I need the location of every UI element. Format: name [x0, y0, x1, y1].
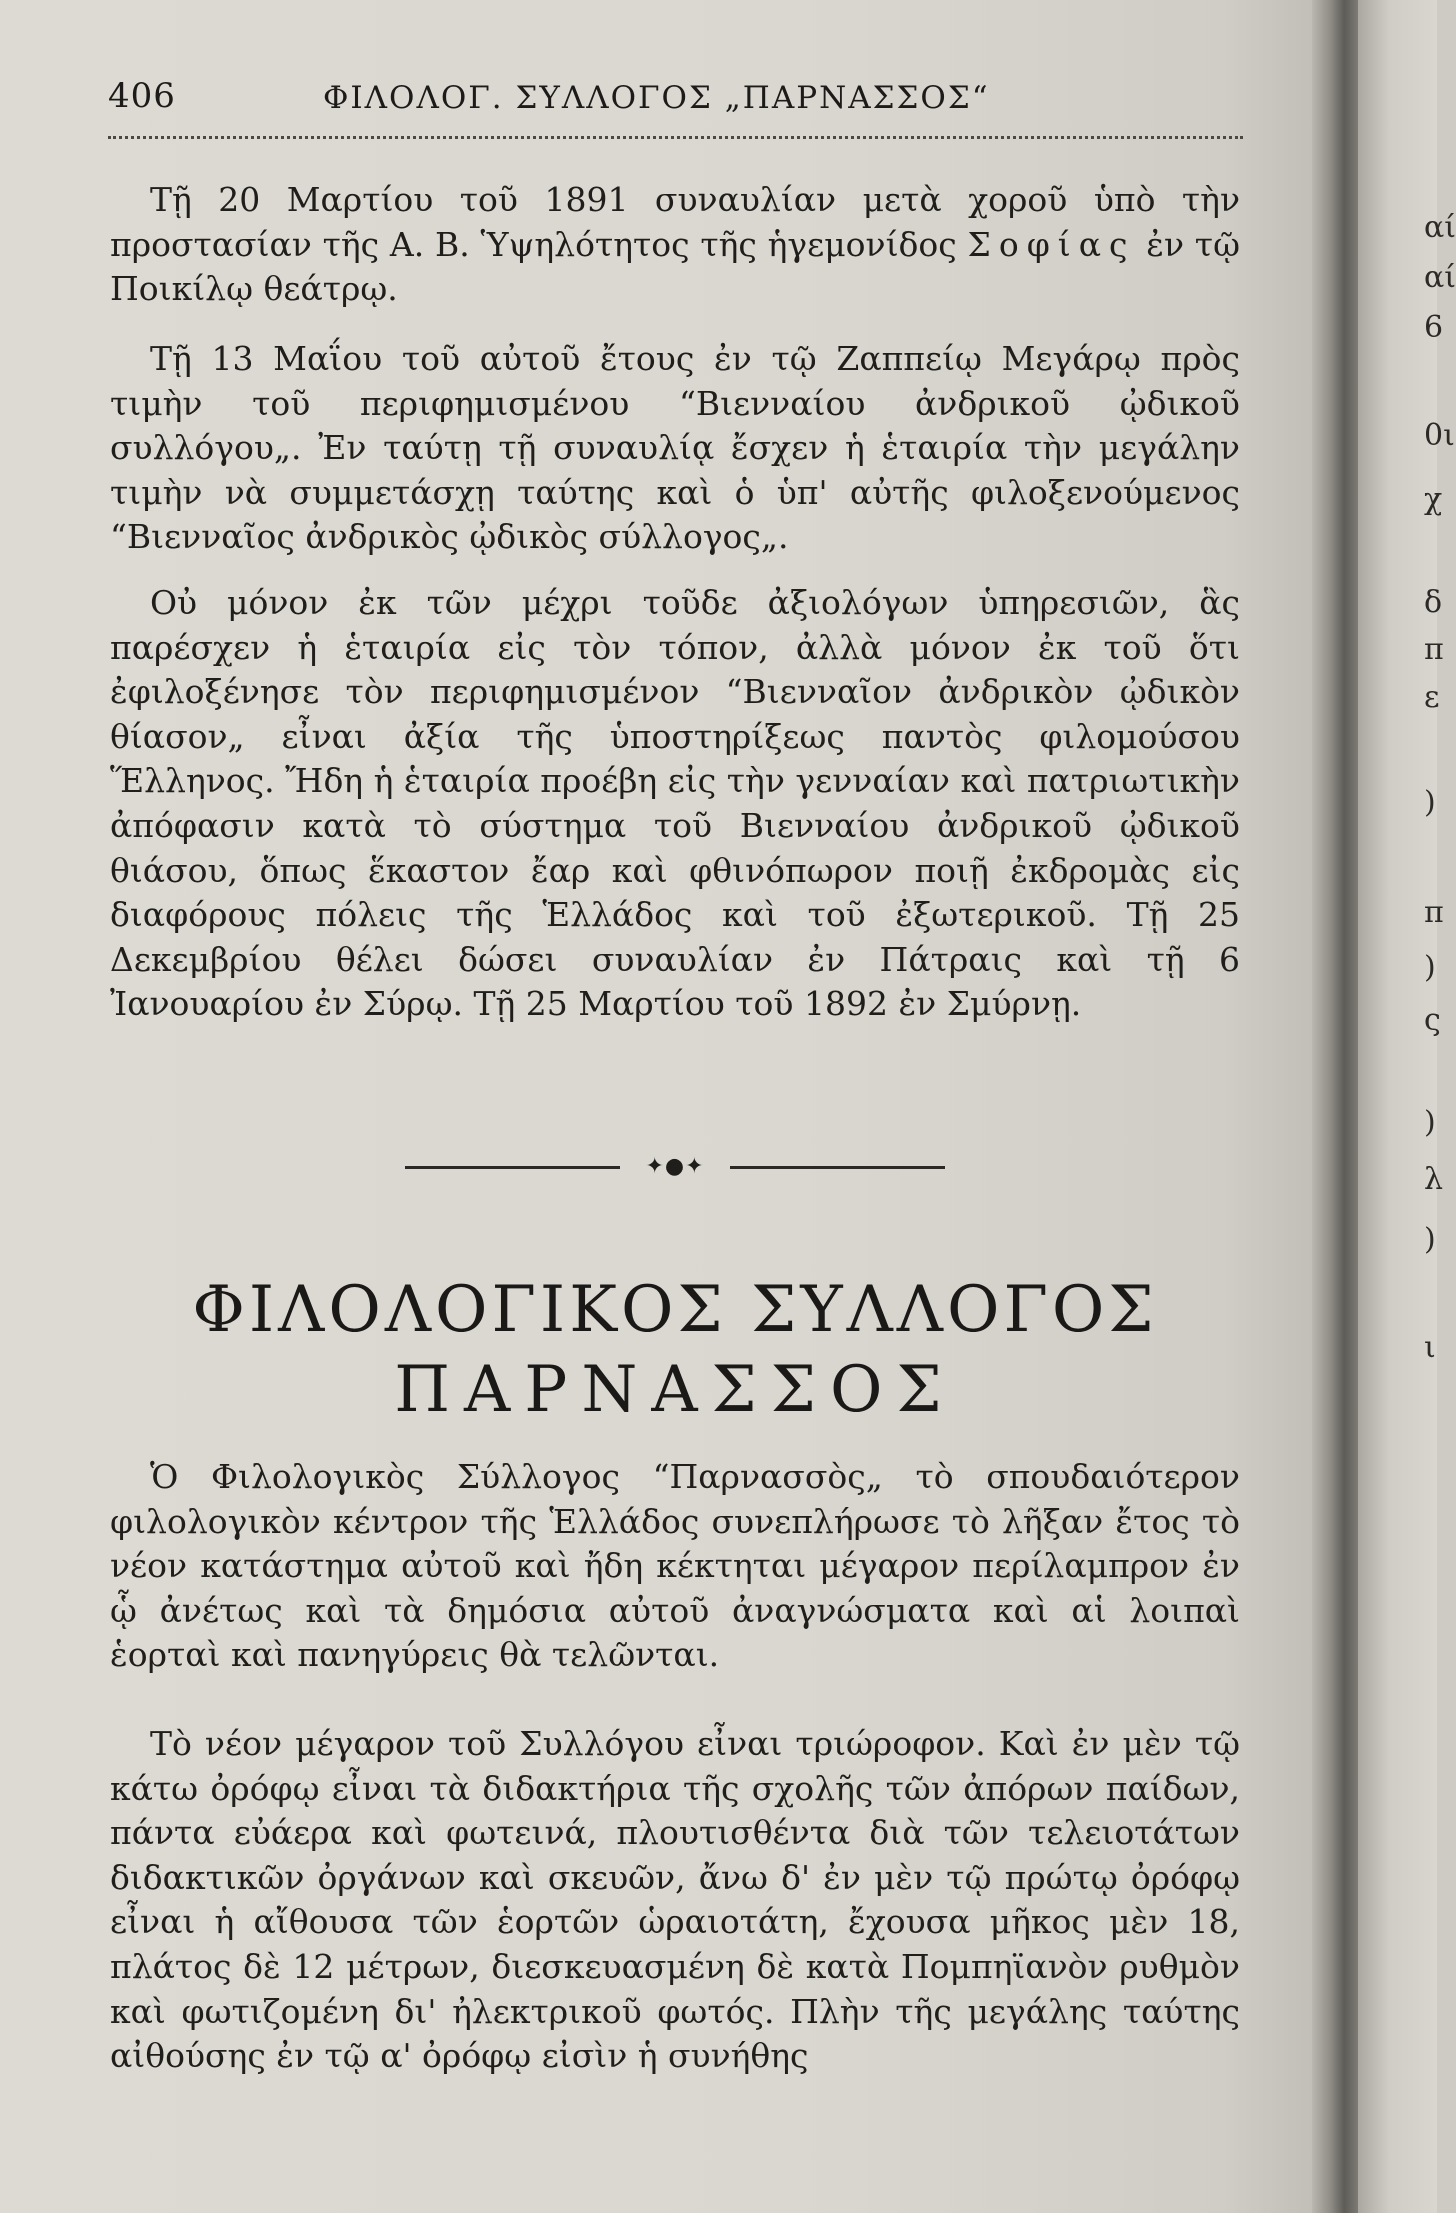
separator-line-left: [405, 1166, 620, 1169]
edge-letter: ι: [1424, 1330, 1436, 1365]
edge-letter: χ: [1424, 482, 1443, 517]
edge-letter: ): [1424, 950, 1436, 985]
edge-letter: π: [1424, 895, 1444, 930]
edge-letter: ): [1424, 1222, 1436, 1257]
edge-letter: ): [1424, 785, 1436, 820]
separator-line-right: [730, 1166, 945, 1169]
section-heading-line2: ΠΑΡΝΑΣΣΟΣ: [394, 1353, 956, 1427]
book-gutter: [1312, 0, 1358, 2213]
edge-letter: 6: [1424, 310, 1444, 345]
edge-letter: αί: [1424, 260, 1456, 295]
page-number: 406: [108, 76, 176, 116]
separator-ornament: ✦●✦: [645, 1154, 705, 1179]
section-separator: [405, 1155, 945, 1179]
edge-letter: π: [1424, 632, 1444, 667]
edge-letter: δ: [1424, 585, 1443, 620]
header-rule: [108, 136, 1243, 139]
paragraph-concert-1891: [110, 178, 1240, 312]
facing-page-edge: [1358, 0, 1456, 2213]
running-header: [108, 76, 1243, 126]
edge-letter: λ: [1424, 1162, 1444, 1197]
section-heading-line1: ΦΙΛΟΛΟΓΙΚΟΣ ΣΥΛΛΟΓΟΣ: [192, 1273, 1158, 1347]
edge-letter: ): [1424, 1105, 1436, 1140]
paragraph-parnassos-intro: Ὁ Φιλολογικὸς Σύλλογος “Παρνασσὸς„ τὸ σπουδαιότερον φιλολογικὸν κέντρον τῆς Ἑλλάδος συνεπλήρωσε τὸ λῆξαν ἔτος τὸ νέον κατάστημα αὐτοῦ καὶ ἤδη κέκτηται μέγαρον περίλαμπρον ἐν ᾧ ἀνέτως καὶ τὰ δημόσια αὐτοῦ ἀναγνώσματα καὶ αἱ λοιπαὶ ἑορταὶ καὶ πανηγύρεις θὰ τελῶνται.: [110, 1457, 1240, 1675]
edge-letter: ε: [1424, 680, 1440, 715]
running-title: ΦΙΛΟΛΟΓ. ΣΥΛΛΟΓΟΣ „ΠΑΡΝΑΣΣΟΣ“: [323, 80, 990, 116]
section-heading: [110, 1270, 1240, 1430]
paragraph-zappeion-concert: Τῇ 13 Μαΐου τοῦ αὐτοῦ ἔτους ἐν τῷ Ζαππείῳ Μεγάρῳ πρὸς τιμὴν τοῦ περιφημισμένου “Βιενναίου ἀνδρικοῦ ᾠδικοῦ συλλόγου„. Ἐν ταύτῃ τῇ συναυλίᾳ ἔσχεν ἡ ἑταιρία τὴν μεγάλην τιμὴν νὰ συμμετάσχῃ ταύτης καὶ ὁ ὑπ' αὐτῆς φιλοξενούμενος “Βιενναῖος ἀνδρικὸς ᾠδικὸς σύλλογος„.: [110, 339, 1240, 557]
edge-letter: αί: [1424, 210, 1456, 245]
edge-letter: 0ι: [1424, 418, 1455, 453]
edge-letter: ς: [1424, 1003, 1441, 1038]
paragraph-text: Τῇ 20 Μαρτίου τοῦ 1891 συναυλίαν μετὰ χοροῦ ὑπὸ τὴν προστασίαν τῆς Α. Β. Ὑψηλότητος τῆς ἡγεμονίδος: [110, 180, 1240, 264]
paragraph-text: ἐν τῷ Ποικίλῳ θεάτρῳ.: [110, 224, 1240, 309]
paragraph-society-tours: Οὐ μόνον ἐκ τῶν μέχρι τοῦδε ἀξιολόγων ὑπηρεσιῶν, ἃς παρέσχεν ἡ ἑταιρία εἰς τὸν τόπον, ἀλλὰ μόνον ἐκ τοῦ ὅτι ἐφιλοξένησε τὸν περιφημισμένον “Βιενναῖον ἀνδρικὸν ᾠδικὸν θίασον„ εἶναι ἀξία τῆς ὑποστηρίξεως παντὸς φιλομούσου Ἕλληνος. Ἤδη ἡ ἑταιρία προέβη εἰς τὴν γενναίαν καὶ πατριωτικὴν ἀπόφασιν κατὰ τὸ σύστημα τοῦ Βιενναίου ἀνδρικοῦ ᾠδικοῦ θιάσου, ὅπως ἕκαστον ἔαρ καὶ φθινόπωρον ποιῇ ἐκδρομὰς εἰς διαφόρους πόλεις τῆς Ἑλλάδος καὶ τοῦ ἐξωτερικοῦ. Τῇ 25 Δεκεμβρίου θέλει δώσει συναυλίαν ἐν Πάτραις καὶ τῇ 6 Ἰανουαρίου ἐν Σύρῳ. Τῇ 25 Μαρτίου τοῦ 1892 ἐν Σμύρνῃ.: [110, 583, 1240, 1024]
spaced-name-sofia: Σοφίας: [967, 224, 1136, 264]
paragraph-parnassos-building: Τὸ νέον μέγαρον τοῦ Συλλόγου εἶναι τριώροφον. Καὶ ἐν μὲν τῷ κάτω ὀρόφῳ εἶναι τὰ διδακτήρια τῆς σχολῆς τῶν ἀπόρων παίδων, πάντα εὐάερα καὶ φωτεινά, πλουτισθέντα διὰ τῶν τελειοτάτων διδακτικῶν ὀργάνων καὶ σκευῶν, ἄνω δ' ἐν μὲν τῷ πρώτῳ ὀρόφῳ εἶναι ἡ αἴθουσα τῶν ἑορτῶν ὡραιοτάτη, ἔχουσα μῆκος μὲν 18, πλάτος δὲ 12 μέτρων, διεσκευασμένη δὲ κατὰ Πομπηϊανὸν ρυθμὸν καὶ φωτιζομένη δι' ἠλεκτρικοῦ φωτός. Πλὴν τῆς μεγάλης ταύτης αἰθούσης ἐν τῷ α' ὀρόφῳ εἰσὶν ἡ συνήθης: [110, 1724, 1240, 2076]
